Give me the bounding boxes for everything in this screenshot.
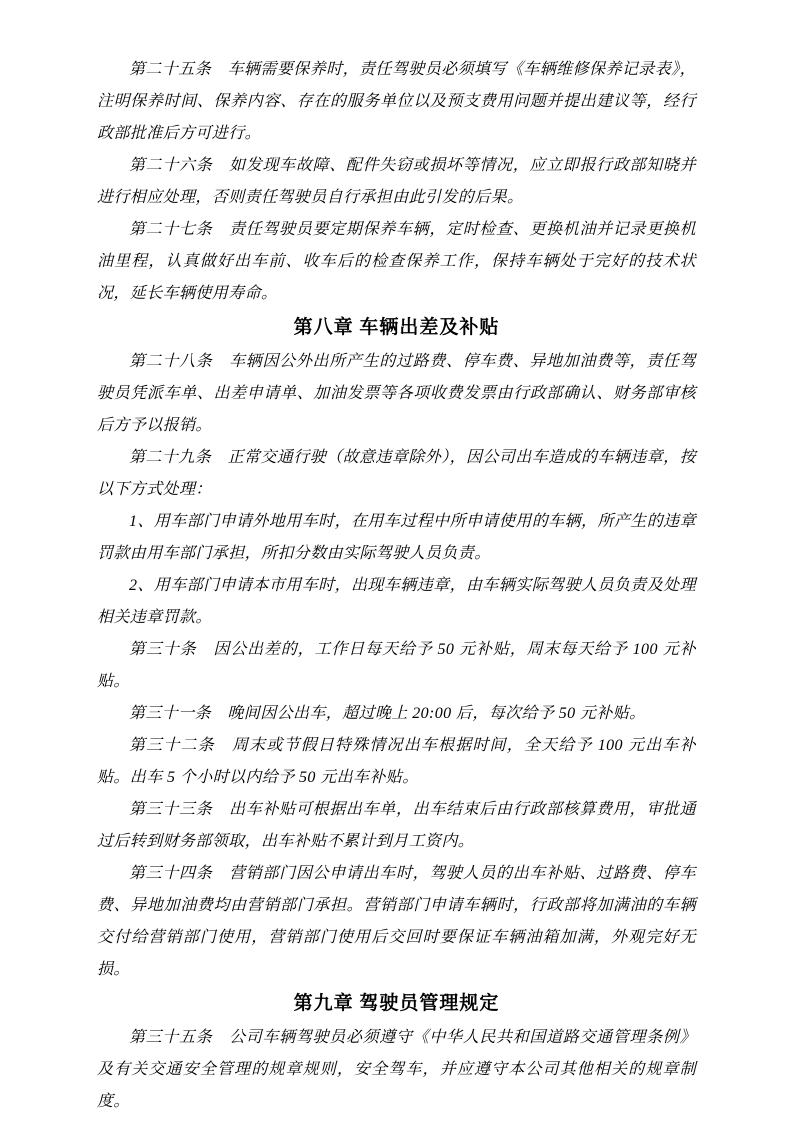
paragraph: 2、用车部门申请本市用车时，出现车辆违章，由车辆实际驾驶人员负责及处理相关违章罚款。 (97, 577, 696, 626)
paragraph: 第三十二条 周末或节假日特殊情况出车根据时间，全天给予 100 元出车补贴。出车 5 个小时以内给予 50 元出车补贴。 (97, 737, 696, 786)
paragraph: 第二十九条 正常交通行驶（故意违章除外），因公司出车造成的车辆违章，按以下方式处理： (97, 449, 696, 498)
paragraph: 第二十六条 如发现车故障、配件失窃或损坏等情况，应立即报行政部知晓并进行相应处理，否则责任驾驶员自行承担由此引发的后果。 (97, 157, 696, 206)
chapter-heading: 第八章 车辆出差及补贴 (293, 317, 500, 338)
paragraph: 第三十三条 出车补贴可根据出车单，出车结束后由行政部核算费用，审批通过后转到财务部领取，出车补贴不累计到月工资内。 (97, 801, 696, 850)
paragraph: 第三十一条 晚间因公出车，超过晚上 20:00 后，每次给予 50 元补贴。 (129, 705, 646, 722)
paragraph: 第二十七条 责任驾驶员要定期保养车辆，定时检查、更换机油并记录更换机油里程，认真做好出车前、收车后的检查保养工作，保持车辆处于完好的技术状况，延长车辆使用寿命。 (97, 221, 696, 302)
paragraph: 第三十五条 公司车辆驾驶员必须遵守《中华人民共和国道路交通管理条例》及有关交通安全管理的规章规则，安全驾车，并应遵守本公司其他相关的规章制度。 (97, 1029, 696, 1110)
paragraph: 1、用车部门申请外地用车时，在用车过程中所申请使用的车辆，所产生的违章罚款由用车部门承担，所扣分数由实际驾驶人员负责。 (97, 513, 696, 562)
paragraph: 第三十四条 营销部门因公申请出车时，驾驶人员的出车补贴、过路费、停车费、异地加油费均由营销部门承担。营销部门申请车辆时，行政部将加满油的车辆交付给营销部门使用，营销部门使用后交回时要保证车辆油箱加满，外观完好无损。 (97, 865, 696, 978)
paragraph: 第二十八条 车辆因公外出所产生的过路费、停车费、异地加油费等，责任驾驶员凭派车单、出差申请单、加油发票等各项收费发票由行政部确认、财务部审核后方予以报销。 (97, 353, 696, 434)
document-content (97, 54, 696, 1118)
paragraph: 第二十五条 车辆需要保养时，责任驾驶员必须填写《车辆维修保养记录表》，注明保养时间、保养内容、存在的服务单位以及预支费用问题并提出建议等，经行政部批准后方可进行。 (97, 61, 696, 142)
paragraph: 第三十条 因公出差的，工作日每天给予 50 元补贴，周末每天给予 100 元补贴。 (97, 641, 696, 690)
chapter-heading: 第九章 驾驶员管理规定 (293, 993, 500, 1014)
